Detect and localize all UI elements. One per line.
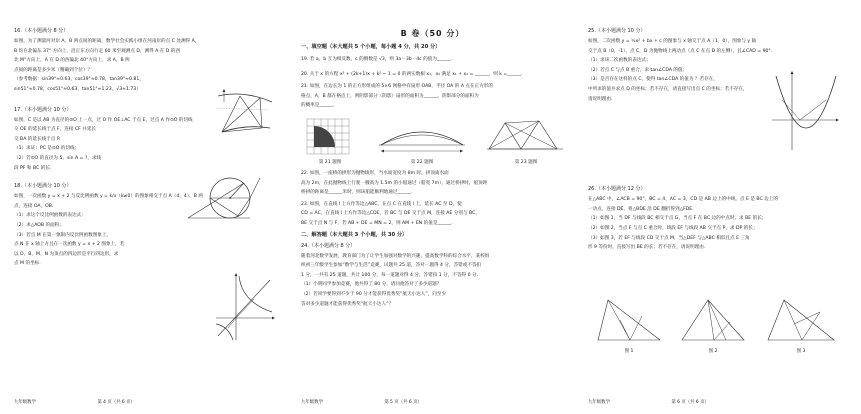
- question-line: 交于点 B（0，-1），点 C，D 为抛物线上两动点（点 C 在点 D 的左侧），且∠CAD = 90°.: [588, 48, 773, 54]
- question-title: 26.（本小题满分 12 分）: [588, 186, 646, 193]
- question-line: （2）若点 C 与点 B 重合，求 tan∠CDA 的值；: [588, 67, 688, 73]
- figure-q26-fig1: [594, 296, 664, 344]
- question-line: 答对多少道题才能获得优秀奖“航天小达人”？: [301, 301, 394, 307]
- question-line: 如图，为了测量河对岸 A，B 两点间的距离，数学社会实践小组在河南岸的点 C 处测得 A，: [14, 39, 200, 44]
- question-line: 22. 如图，一座桥的拱形为抛物线形，当水面宽度为 8m 时，拱顶离水面: [301, 170, 449, 176]
- page-4: [0, 0, 287, 414]
- question-line: （1）求这个反比例函数的表达式；: [14, 213, 86, 219]
- footer-subject: 九年级数学: [301, 400, 323, 405]
- figure-q18-graph: [214, 272, 276, 342]
- question-line: 中所求的值并求点 D 的坐标；若不存在，请直接写出点 C 的坐标；若不存在，: [588, 86, 748, 92]
- question-line: （2）如图 2，当点 F 与点 C 重合时，线段 EF 与线段 AB 交于点 P，求 DP 的长；: [588, 225, 758, 231]
- question-line: 一动点，连接 DE，将△BDE 沿 DE 翻折得到△FDE.: [588, 206, 694, 212]
- question-line: （3）如图 3，若 EF 与线段 CD 交于点 M，当△DEF 与△ABC 相似且点 E 三角: [588, 235, 750, 241]
- page-footer: [588, 399, 848, 405]
- caption-fig3: 图 3: [796, 349, 806, 354]
- question-line: 点，连接 OA，OB.: [14, 203, 54, 209]
- figure-q22-arch: [377, 123, 467, 155]
- page-6: [574, 0, 861, 414]
- figure-q21-grid: [305, 117, 351, 157]
- question-line: 格点，A，B 都在格点上，则阴影部分（阴影）扇形的面积为______，阴影部分的面积为: [301, 93, 479, 99]
- question-line: B 均在北偏东 37° 方向上，沿正东方向行走 60 米至观测点 D，测得 A 在 D 的西: [14, 48, 180, 54]
- figure-q16-river: [210, 88, 278, 136]
- question-title: 24.（本小题满分 8 分）: [301, 242, 356, 249]
- footer-page: 第 4 页（共 6 页）: [97, 400, 135, 405]
- question-line: （2）若⊙O 的直径为 5，sin A = ?，求线: [14, 155, 102, 161]
- question-16: [14, 28, 277, 95]
- question-line: 高为 2m，在此抛物线上行驶一艘高为 1.5m 的小船通过（船宽 7m），通过桥拱时，船顶距: [301, 180, 488, 186]
- question-line: BE 交于点 N 与 F，若 AB + DE = MN = 2，则 AM + EN 的值是______.: [301, 220, 453, 226]
- caption-fig1: 图 1: [624, 349, 634, 354]
- question-title: 17.（本小题满分 10 分）: [14, 106, 72, 113]
- question-title: 18.（本小题满分 10 分）: [14, 183, 72, 190]
- caption-fig21: 第 21 题图: [318, 159, 342, 165]
- question-26: [588, 186, 851, 253]
- section-answer-title: 二、解答题（本大题共 3 个小题，共 30 分）: [301, 231, 408, 238]
- question-line: 21. 如图，在边长为 1 的正方形组成的 5×6 网格中有扇形 OAB，半径 OA 的 A 点在正方形的: [301, 84, 493, 90]
- figure-q26-fig3: [764, 296, 838, 344]
- figure-q23-triangles: [485, 115, 565, 157]
- footer-subject: 九年级数学: [588, 400, 610, 405]
- question-line: （2）求△AOB 的面积；: [14, 222, 64, 228]
- footer-page: 第 6 页（共 6 页）: [671, 400, 709, 405]
- question-line: （1）小明同学参加竞赛，他共得了 80 分，请问他答对了多少道题？: [301, 282, 442, 288]
- question-20: 20. 关于 x 的方程 x² + (2k+1)x + k² − 1 = 0 的两实数根 x₁，x₂ 满足 x₁ + x₂ = ______，则 k =______.: [301, 71, 523, 77]
- question-line: 如图，一次函数 y = x + 2 与反比例函数 y = k/x（k≠0）的图象相交于点 A（4，4）、B 两: [14, 194, 203, 200]
- footer-page: 第 5 页（共 6 页）: [384, 400, 422, 405]
- question-line: 形 9 等份时，直接写出 BE 的长；若不存在，请说明理由.: [588, 245, 706, 251]
- question-line: 的概率是______.: [301, 103, 335, 109]
- question-line: （1）求该二次函数的表达式；: [588, 58, 651, 64]
- question-line: （1）求证：PC 是⊙O 的切线；: [14, 146, 80, 152]
- question-line: 请说明理由.: [588, 96, 613, 102]
- caption-fig22: 第 22 题图: [410, 159, 434, 165]
- question-title: 25.（本小题满分 10 分）: [588, 28, 646, 34]
- footer-subject: 九年级数学: [14, 400, 36, 405]
- caption-fig23: 第 23 题图: [514, 159, 538, 165]
- question-line: 段 PF 和 BC 的长.: [14, 165, 52, 171]
- question-19: 19. 若 a，b 互为相反数，c 的倒数是 √3，则 3a－3b－4c 的值为______.: [301, 57, 453, 62]
- question-line: sin51°≈0.78，cos51°≈0.63，tan51°≈1.23，√3≈1.73）: [14, 86, 141, 92]
- question-title: 16.（本小题满分 8 分）: [14, 28, 69, 34]
- section-fill-in-title: 一、填空题（本大题共 5 个小题，每小题 4 分，共 20 分）: [301, 44, 441, 50]
- question-line: 桥拱的距离是______米时，则该船能顺利地通过______.: [301, 190, 413, 196]
- question-line: 北 M°方向上，A 在 D 的西偏北 40°方向上，求 A，B 两: [14, 58, 130, 64]
- question-line: 23. 如图，在直线 l 上方作等边△ABC，在点 C 在直线 l 上，延长 AC 至 D，使: [301, 201, 462, 207]
- question-line: （参考数据：sin39°≈0.63，cos39°≈0.78，tan39°≈0.81，: [14, 77, 144, 83]
- figure-q17-circle: [186, 170, 270, 224]
- question-line: 在△ABC 中，∠ACB = 90°，BC = 4，AC = 3，CD 是 AB 边上的中线，点 E 是 BC 边上的: [588, 197, 778, 203]
- figure-q25-parabola: [770, 70, 840, 152]
- question-line: 点间的距离是多少米（精确到个位）？: [14, 67, 93, 73]
- question-line: 点 N 在 x 轴上方且在一次函数 y = x + 2 图象上，若: [14, 242, 125, 248]
- question-line: 以 O、B、M、N 为顶点的四边形是平行四边形，求: [14, 251, 119, 257]
- question-line: 点 M 的坐标.: [14, 261, 41, 267]
- question-line: 随着河北数学发展，教育部门为了让学生加强对数学的兴趣，提高数学科的综合水平，某校组: [301, 253, 490, 259]
- question-line: 1 分，一共有 25 道题，共计 100 分，每一道题对得 4 分，答错扣 1 分，不答得 0 分.: [301, 272, 479, 278]
- caption-fig2: 图 2: [708, 349, 718, 354]
- question-line: 织初三年级学生参加“数学与生活”竞赛，试题共 25 道，答对一题得 4 分，答错或不答扣: [301, 263, 482, 269]
- figures-row: [301, 111, 564, 169]
- figure-q26-fig2: [678, 296, 748, 344]
- paper-b-title: B 卷（50 分）: [400, 29, 465, 38]
- page-5: [287, 0, 574, 414]
- question-line: （3）若点 M 在第一象限内反比例函数图象上，: [14, 232, 112, 238]
- question-line: CD = AC，在直线 l 上方作等边△CDE，若 BC 与 DE 交于点 M，连接 AE 分别与 BC，: [301, 211, 480, 217]
- question-line: （2）若同学要得到不少于 90 分才能获得优秀奖“航天小达人”，问至少: [301, 291, 447, 297]
- question-line: （1）如图 1，当 DF 与线段 BC 相交于点 G，当点 F 在 BC 边的中点时，求 BE 的长；: [588, 216, 767, 222]
- page-footer: [14, 399, 274, 405]
- question-line: （3）是否存在这样的点 C，使得 tan∠CDA 的值为 ？若存在，: [588, 77, 718, 83]
- page-footer: [301, 399, 561, 405]
- question-line: 交 BA 的延长线于点 P.: [14, 136, 61, 142]
- question-line: 如图，C 是以 AB 为直径的⊙O 上一点，过 O 作 OE⊥AC 于点 E，过点 A 作⊙O 的切线交 OE 的延长线于点 F，连接 CF 并延长: [14, 117, 193, 133]
- question-line: 如图，二次函数 y = ½x² + bx + c 的图象与 x 轴交于点 A（1，0），图象与 y 轴: [588, 39, 757, 44]
